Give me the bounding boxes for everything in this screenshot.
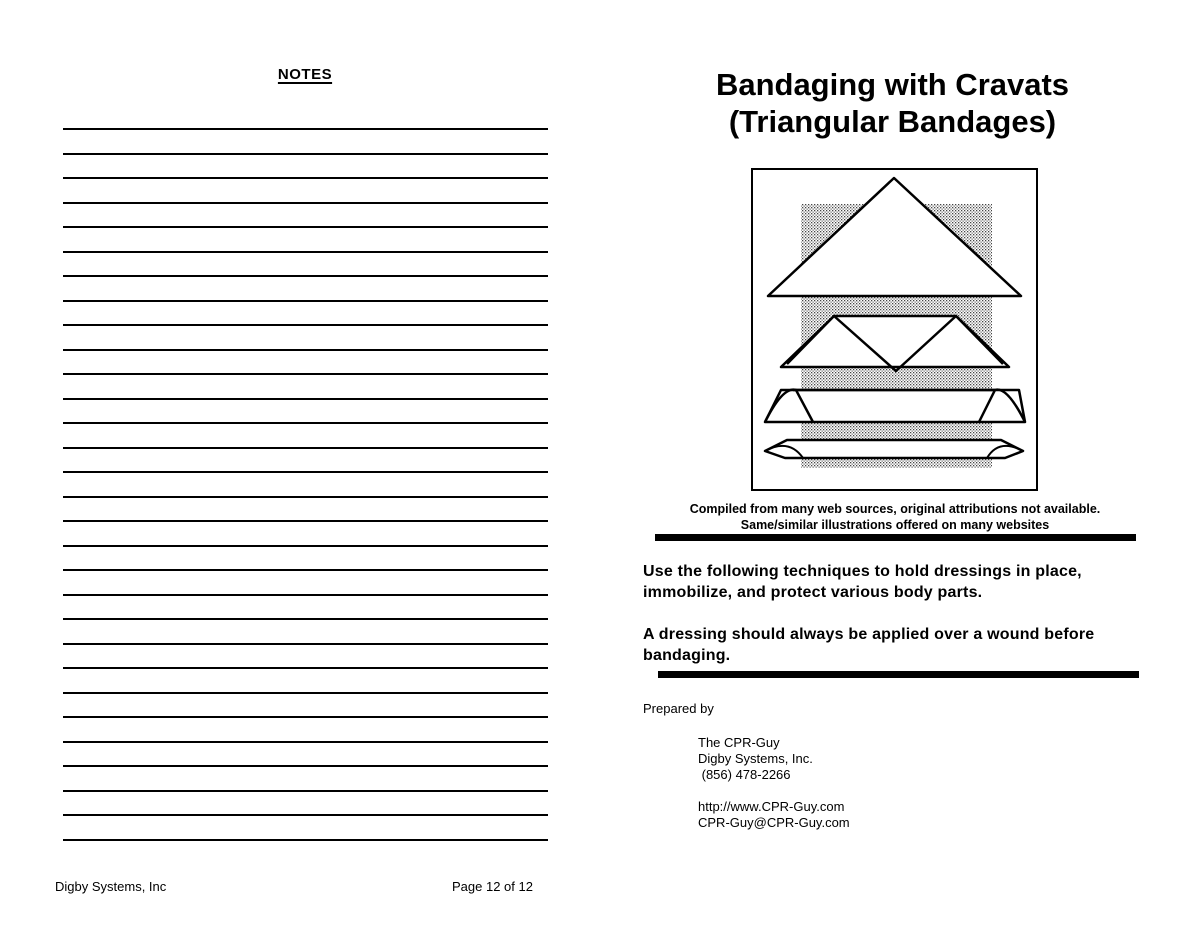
divider-rule [655, 534, 1136, 541]
note-line [63, 275, 548, 277]
caption-line-2: Same/similar illustrations offered on many websites [740, 518, 1050, 532]
contact-name: The CPR-Guy [698, 735, 780, 750]
note-line [63, 765, 548, 767]
contact-company: Digby Systems, Inc. [698, 751, 813, 766]
note-line [63, 153, 548, 155]
note-line [63, 545, 548, 547]
note-line [63, 226, 548, 228]
title-line-1: Bandaging with Cravats [715, 67, 1070, 102]
note-line [63, 422, 548, 424]
note-line [63, 471, 548, 473]
notes-lines [63, 128, 548, 863]
note-line [63, 300, 548, 302]
instruction-paragraph: Use the following techniques to hold dressings in place, immobilize, and protect various body parts. [643, 563, 1082, 601]
note-line [63, 177, 548, 179]
note-line [63, 814, 548, 816]
note-line [63, 839, 548, 841]
note-line [63, 667, 548, 669]
dressing-warning-paragraph: A dressing should always be applied over a wound before bandaging. [643, 626, 1095, 664]
title-line-2: (Triangular Bandages) [728, 104, 1057, 139]
folded-triangular-bandage-illustration [751, 168, 1038, 491]
note-line [63, 569, 548, 571]
footer-company: Digby Systems, Inc [55, 879, 167, 894]
note-line [63, 741, 548, 743]
footer-page-number: Page 12 of 12 [452, 879, 533, 894]
note-line [63, 790, 548, 792]
note-line [63, 349, 548, 351]
note-line [63, 643, 548, 645]
page-title [640, 66, 1145, 140]
caption-line-1: Compiled from many web sources, original attributions not available. [689, 502, 1101, 516]
note-line [63, 496, 548, 498]
illustration-caption [640, 501, 1150, 533]
note-line [63, 202, 548, 204]
contact-block [698, 735, 850, 831]
note-line [63, 251, 548, 253]
notes-title: NOTES [277, 66, 333, 83]
note-line [63, 373, 548, 375]
note-line [63, 716, 548, 718]
note-line [63, 618, 548, 620]
note-line [63, 324, 548, 326]
contact-email-link[interactable]: CPR-Guy@CPR-Guy.com [698, 815, 850, 830]
note-line [63, 447, 548, 449]
contact-spacer [698, 783, 850, 799]
note-line [63, 520, 548, 522]
contact-phone: (856) 478-2266 [698, 767, 791, 782]
note-line [63, 398, 548, 400]
note-line [63, 692, 548, 694]
prepared-by-label: Prepared by [643, 701, 714, 716]
note-line [63, 594, 548, 596]
contact-website-link[interactable]: http://www.CPR-Guy.com [698, 799, 845, 814]
divider-rule [658, 671, 1139, 678]
note-line [63, 128, 548, 130]
